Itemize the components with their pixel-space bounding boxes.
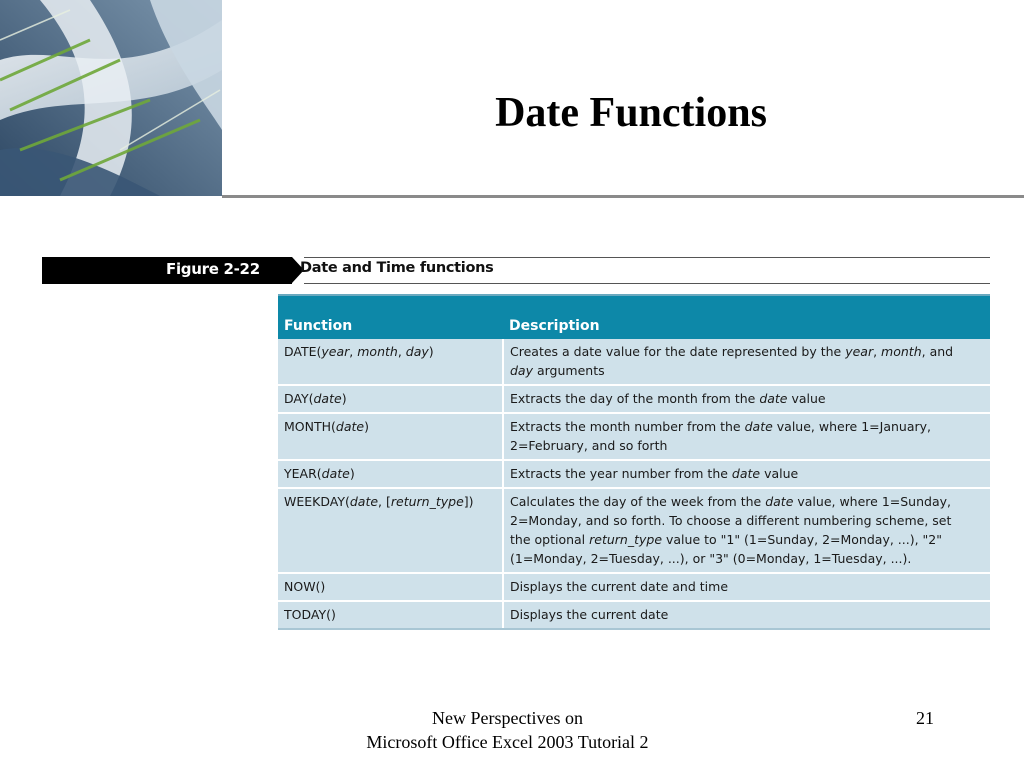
page-number: 21	[916, 708, 934, 728]
decorative-corner-image	[0, 0, 222, 196]
table-row	[278, 413, 990, 460]
function-cell: DATE(year, month, day)	[278, 339, 503, 385]
function-cell: YEAR(date)	[278, 460, 503, 488]
function-cell: TODAY()	[278, 601, 503, 629]
function-cell: MONTH(date)	[278, 413, 503, 460]
table-row	[278, 601, 990, 629]
figure-label: Figure 2-22	[166, 260, 260, 278]
table-row	[278, 573, 990, 601]
header-description: Description	[503, 296, 990, 339]
page-title: Date Functions	[495, 90, 767, 136]
table-row	[278, 460, 990, 488]
table-body	[278, 339, 990, 629]
banner-top-line	[304, 257, 990, 258]
footer-text	[340, 706, 675, 754]
function-cell: NOW()	[278, 573, 503, 601]
description-cell: Displays the current date	[503, 601, 990, 629]
footer-line-1: New Perspectives on	[432, 708, 583, 728]
figure-banner	[42, 257, 990, 284]
header-function: Function	[278, 296, 503, 339]
figure-caption: Date and Time functions	[300, 260, 494, 276]
function-cell: WEEKDAY(date, [return_type])	[278, 488, 503, 573]
table-header-row	[278, 296, 990, 339]
abstract-architecture-image	[0, 0, 222, 196]
description-cell: Displays the current date and time	[503, 573, 990, 601]
date-functions-table-wrapper	[278, 294, 990, 630]
description-cell: Extracts the month number from the date value, where 1=January, 2=February, and so forth	[503, 413, 990, 460]
description-cell: Calculates the day of the week from the date value, where 1=Sunday, 2=Monday, and so forth. To choose a different numbering scheme, set the optional return_type value to "1" (1=Sunday, 2=Monday, ...), "2" (1=Monday, 2=Tuesday, ...), or "3" (0=Monday, 1=Tuesday, ...).	[503, 488, 990, 573]
header-rule	[222, 195, 1024, 198]
table-row	[278, 339, 990, 385]
description-cell: Extracts the year number from the date value	[503, 460, 990, 488]
banner-bottom-line	[304, 283, 990, 284]
description-cell: Extracts the day of the month from the date value	[503, 385, 990, 413]
footer-line-2: Microsoft Office Excel 2003 Tutorial 2	[366, 732, 649, 752]
table-row	[278, 488, 990, 573]
date-functions-table	[278, 296, 990, 630]
function-cell: DAY(date)	[278, 385, 503, 413]
description-cell: Creates a date value for the date represented by the year, month, and day arguments	[503, 339, 990, 385]
table-row	[278, 385, 990, 413]
